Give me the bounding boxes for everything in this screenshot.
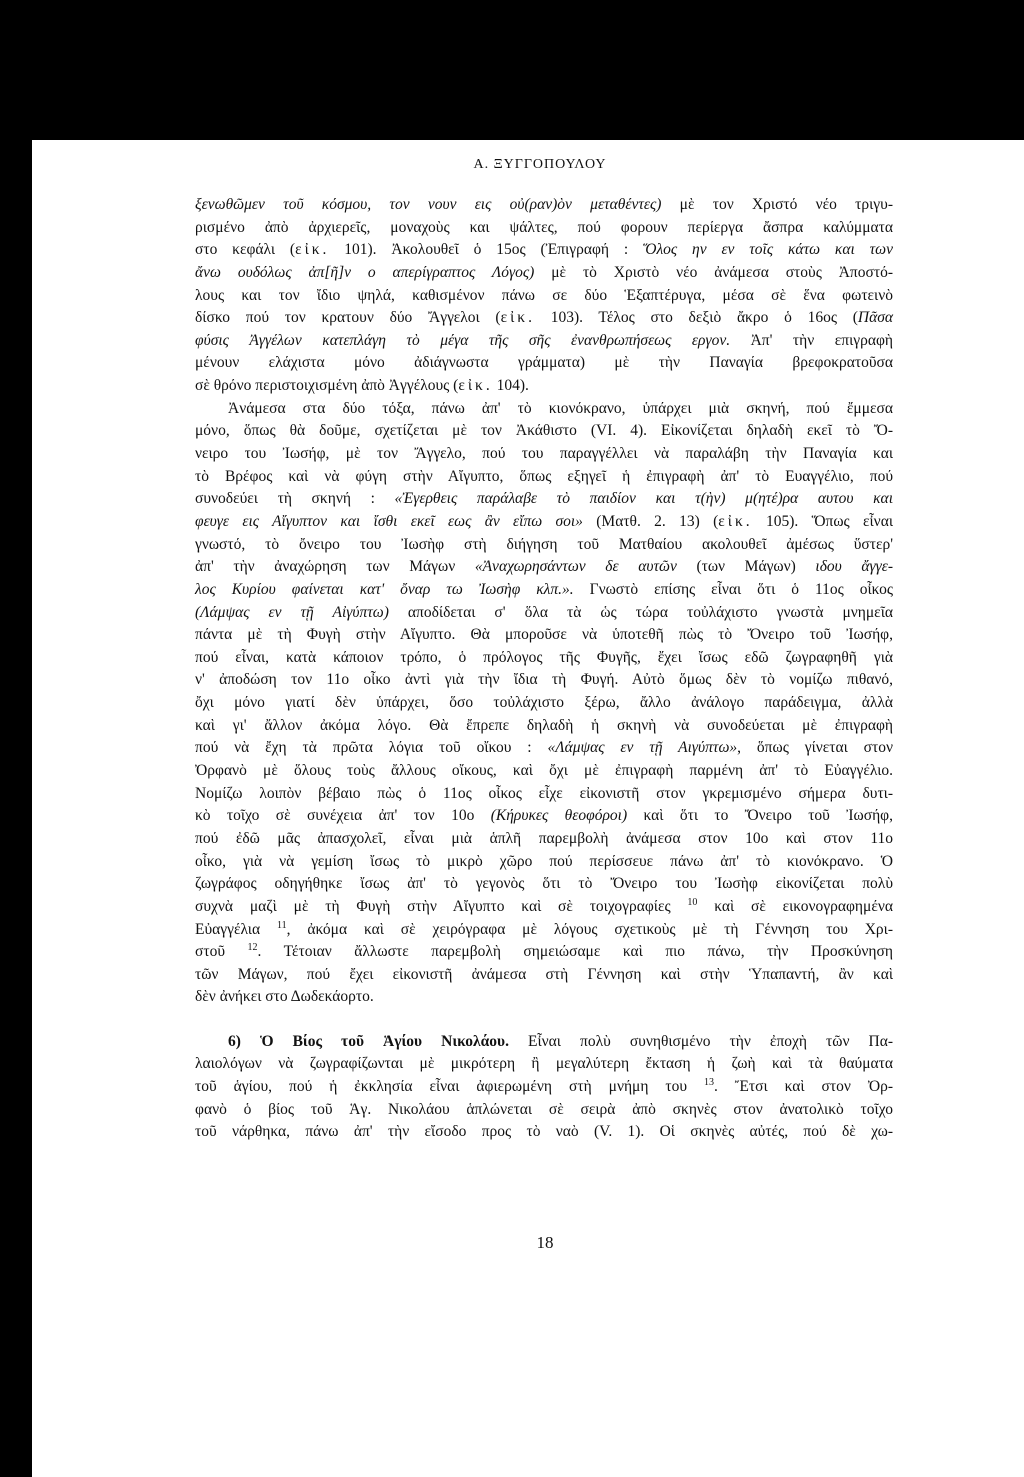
text-run: 103). Τέλος στο δεξιὸ ἄκρο ὁ 16ος ( (534, 309, 858, 327)
text-line: Ἀνάμεσα στα δύο τόξα, πάνω ἀπ' τὸ κιονόκρανο, ὑπάρχει μιὰ σκηνή, πού ἔμμεσα (228, 399, 893, 417)
text-line (195, 602, 893, 625)
text-line (195, 511, 893, 534)
body-text (195, 194, 893, 1144)
italic-quotation: ἄνω ουδόλως ἀπ[ῆ]ν ο απερίγραπτος Λόγος) (195, 263, 535, 281)
italic-quotation: Ὅλος ην εν τοῖς κάτω και των (642, 241, 893, 259)
text-line: λαιολόγων νὰ ζωγραφίζωνται μὲ μικρότερη ἢ μεγαλύτερη ἔκταση ἡ ζωὴ καὶ τὰ θαύματα (195, 1055, 893, 1073)
footnote-ref: 13 (704, 1076, 715, 1088)
text-run: στοῦ (195, 943, 248, 961)
text-line: Νομίζω λοιπὸν βέβαιο πὼς ὁ 11ος οἶκος εἶχε εἰκονιστῆ στον γκρεμισμένο σήμερα δυτι- (195, 784, 893, 802)
text-line: πάντα μὲ τὴ Φυγὴ στὴν Αἴγυπτο. Θὰ μποροῦσε νὰ ὑποτεθῆ πὼς τὸ Ὄνειρο τοῦ Ἰωσήφ, (195, 626, 893, 644)
text-line: ζωγράφος οδηγήθηκε ἴσως ἀπ' τὸ γεγονὸς ὅτι τὸ Ὄνειρο του Ἰωσὴφ εἰκονίζεται πολὺ (195, 875, 893, 893)
figure-ref: εἰκ. (500, 309, 535, 327)
italic-quotation: (Κήρυκες θεοφόροι) (490, 807, 628, 825)
text-line: μόνο, ὅπως θὰ δοῦμε, σχετίζεται μὲ τον Ἀκάθιστο (VI. 4). Εἰκονίζεται δηλαδὴ εκεῖ τὸ Ὄ- (195, 422, 893, 440)
text-line: καὶ γι' ἄλλον ἀκόμα λόγο. Θὰ ἔπρεπε δηλαδὴ ἡ σκηνὴ νὰ συνοδεύεται μὲ ἐπιγραφὴ (195, 716, 893, 734)
text-line (195, 375, 893, 398)
text-line: τοῦ νάρθηκα, πάνω ἀπ' τὴν εἴσοδο προς τὸ ναὸ (V. 1). Οἱ σκηνὲς αὐτές, πού δὲ χω- (195, 1123, 893, 1141)
text-line: φανὸ ὁ βίος τοῦ Ἁγ. Νικολάου ἁπλώνεται σὲ σειρὰ ἀπὸ σκηνὲς στον ἀνατολικὸ τοῖχο (195, 1100, 893, 1118)
text-run: δίσκο πού τον κρατουν δύο Ἄγγελοι ( (195, 309, 501, 327)
text-run: (Ματθ. 2. 13) ( (582, 512, 719, 530)
text-line (195, 330, 893, 353)
text-line (195, 1076, 893, 1099)
italic-quotation: «Ἀναχωρησάντων δε αυτῶν (474, 558, 677, 576)
text-line (195, 239, 893, 262)
text-line (195, 941, 893, 964)
text-run: Ἀπ' τὴν επιγραφὴ (730, 331, 893, 349)
text-line (195, 307, 893, 330)
footnote-ref: 12 (247, 942, 258, 954)
text-line (195, 737, 893, 760)
text-run: Γνωστὸ επίσης εἶναι ὅτι ὁ 11ος οἶκος (573, 580, 893, 598)
text-line (195, 579, 893, 602)
text-run: πού νὰ ἔχη τὰ πρῶτα λόγια τοῦ οἴκου : (195, 739, 548, 757)
text-line: ρισμένο ἀπὸ ἀρχιερεῖς, μοναχοὺς και ψάλτες, πού φορουν περίεργα ἄσπρα καλύμματα (195, 218, 893, 236)
text-run: ἀπ' τὴν ἀναχώρηση των Μάγων (195, 558, 475, 576)
section-heading: 6) Ὁ Βίος τοῦ Ἁγίου Νικολάου. (228, 1032, 509, 1050)
text-line (195, 805, 893, 828)
text-line (195, 556, 893, 579)
text-line: ὄχι μόνο γιατί δὲν ὑπάρχει, ὅσο τοὐλάχιστο ξέρω, ἄλλο ἀνάλογο παράδειγμα, ἀλλὰ (195, 694, 893, 712)
text-run: Εἶναι πολὺ συνηθισμένο τὴν ἐποχὴ τῶν Πα- (508, 1032, 894, 1050)
text-line: τῶν Μάγων, πού ἔχει εἰκονιστῆ ἀνάμεσα στὴ Γέννηση καὶ στὴν Ὑπαπαντή, ἂν καὶ (195, 965, 893, 983)
text-line: πού εἶναι, κατὰ κάποιον τρόπο, ὁ πρόλογος τῆς Φυγῆς, ἔχει ἴσως εδῶ ζωγραφηθῆ γιὰ (195, 648, 893, 666)
text-run: 101). Ἀκολουθεῖ ὁ 15ος (Ἐπιγραφή : (329, 241, 643, 259)
footnote-ref: 10 (687, 896, 698, 908)
text-line (195, 1031, 893, 1054)
figure-ref: εἰκ. (458, 377, 493, 395)
italic-quotation: «Λάμψας εν τῇ Αιγύπτω» (547, 739, 738, 757)
text-run: 104). (492, 377, 529, 395)
text-run: Εὐαγγέλια (195, 920, 277, 938)
text-run: , ὅπως γίνεται στον (737, 739, 893, 757)
text-line: δὲν ἀνήκει στο Δωδεκάορτο. (195, 988, 374, 1006)
text-line: ν' ἀποδώση τον 11ο οἶκο ἀντὶ γιὰ τὴν ἴδια τὴ Φυγή. Αὐτὸ ὅμως δὲν τὸ νομίζω πιθανό, (195, 671, 893, 689)
footnote-ref: 11 (276, 919, 287, 931)
text-run: μὲ τον Χριστό νέο τριγυ- (661, 196, 893, 213)
text-line (195, 262, 893, 285)
italic-quotation: ξενωθῶμεν τοῦ κόσμου, τον νουν εις οὐ(ραν)ὸν μεταθέντες) (195, 196, 662, 213)
text-line (195, 919, 893, 942)
text-line (195, 194, 893, 217)
figure-ref: εἰκ. (718, 512, 753, 530)
text-run: . Ἔτσι καὶ στον Ὀρ- (714, 1077, 893, 1095)
text-run: καὶ σὲ εικονογραφημένα (697, 897, 893, 915)
text-line (195, 488, 893, 511)
text-run: σὲ θρόνο περιστοιχισμένη ἀπὸ Ἀγγέλους ( (195, 377, 459, 395)
text-run: , ἀκόμα καὶ σὲ χειρόγραφα μὲ λόγους σχετικοὺς μὲ τὴ Γέννηση του Χρι- (286, 920, 893, 938)
italic-quotation: ιδου ἄγγε- (815, 558, 894, 576)
italic-quotation: φευγε εις Αἴγυπτον και ἴσθι εκεῖ εως ἂν εἴπω σοι» (195, 512, 583, 530)
italic-quotation: λος Κυρίου φαίνεται κατ' ὄναρ τω Ἰωσὴφ κλπ.». (195, 580, 574, 598)
italic-quotation: (Λάμψας εν τῇ Αἰγύπτω) (195, 603, 389, 621)
text-run: μὲ τὸ Χριστὸ νέο ἀνάμεσα στοὺς Ἀποστό- (534, 263, 893, 281)
italic-quotation: «Ἐγερθεις παράλαβε τὸ παιδίον και τ(ὴν) μ(ητέ)ρα αυτου και (394, 490, 893, 508)
italic-quotation: Πᾶσα (857, 309, 893, 327)
running-head: Α. ΞΥΓΓΟΠΟΥΛΟΥ (473, 157, 607, 172)
text-run: κὸ τοῖχο σὲ συνέχεια ἀπ' τον 10ο (195, 807, 491, 825)
text-run: 105). Ὅπως εἶναι (752, 512, 893, 530)
italic-quotation: φύσις Ἀγγέλων κατεπλάγη τὸ μέγα τῆς σῆς ἐνανθρωπήσεως εργον. (195, 331, 731, 349)
figure-ref: εἰκ. (295, 241, 330, 259)
text-line: γνωστό, τὸ ὄνειρο του Ἰωσὴφ στὴ διήγηση τοῦ Ματθαίου ακολουθεῖ ἀμέσως ὕστερ' (195, 535, 893, 553)
text-run: . Τέτοιαν ἄλλωστε παρεμβολὴ σημειώσαμε καὶ πιο πάνω, τὴν Προσκύνηση (257, 943, 893, 961)
text-run: αποδίδεται σ' ὅλα τὰ ὡς τώρα τοὐλάχιστο γνωστὰ μνημεῖα (388, 603, 893, 621)
text-run: στο κεφάλι ( (195, 241, 296, 259)
text-run: καὶ ὅτι το Ὄνειρο τοῦ Ἰωσήφ, (627, 807, 893, 825)
text-run: συχνὰ μαζὶ μὲ τὴ Φυγὴ στὴν Αἴγυπτο καὶ σὲ τοιχογραφίες (195, 897, 688, 915)
text-line: πού ἐδῶ μᾶς ἀπασχολεῖ, εἶναι μιὰ ἁπλῆ παρεμβολὴ ἀνάμεσα στον 10ο καὶ στον 11ο (195, 829, 893, 847)
text-run: (των Μάγων) (676, 558, 816, 576)
text-run: συνοδεύει τὴ σκηνή : (195, 490, 395, 508)
text-line: νειρο του Ἰωσήφ, μὲ τον Ἄγγελο, πού του παραγγέλλει νὰ παραλάβη τὴν Παναγία και (195, 445, 893, 463)
text-line: λους και τον ἴδιο ψηλά, καθισμένον πάνω σε δύο Ἑξαπτέρυγα, μέσα σὲ ἕνα φωτεινὸ (195, 286, 893, 304)
text-run: τοῦ ἁγίου, πού ἡ ἐκκλησία εἶναι ἀφιερωμένη στὴ μνήμη του (195, 1077, 705, 1095)
text-line: μένουν ελάχιστα μόνο ἀδιάγνωστα γράμματα) μὲ τὴν Παναγία βρεφοκρατοῦσα (195, 354, 893, 372)
page-number: 18 (536, 1233, 554, 1252)
text-line (195, 896, 893, 919)
text-line: τὸ Βρέφος καὶ νὰ φύγη στὴν Αἴγυπτο, ὅπως εξηγεῖ ἡ ἐπιγραφὴ ἀπ' τὸ Ευαγγέλιο, πού (195, 467, 893, 485)
text-line: Ὀρφανὸ μὲ ὅλους τοὺς ἄλλους οἴκους, καὶ ὄχι μὲ ἐπιγραφὴ παρμένη ἀπ' τὸ Εὐαγγέλιο. (195, 762, 893, 780)
text-line: οἶκο, γιὰ νὰ γεμίση ἴσως τὸ μικρὸ χῶρο πού περίσσευε πάνω ἀπ' τὸ κιονόκρανο. Ὁ (195, 852, 893, 870)
